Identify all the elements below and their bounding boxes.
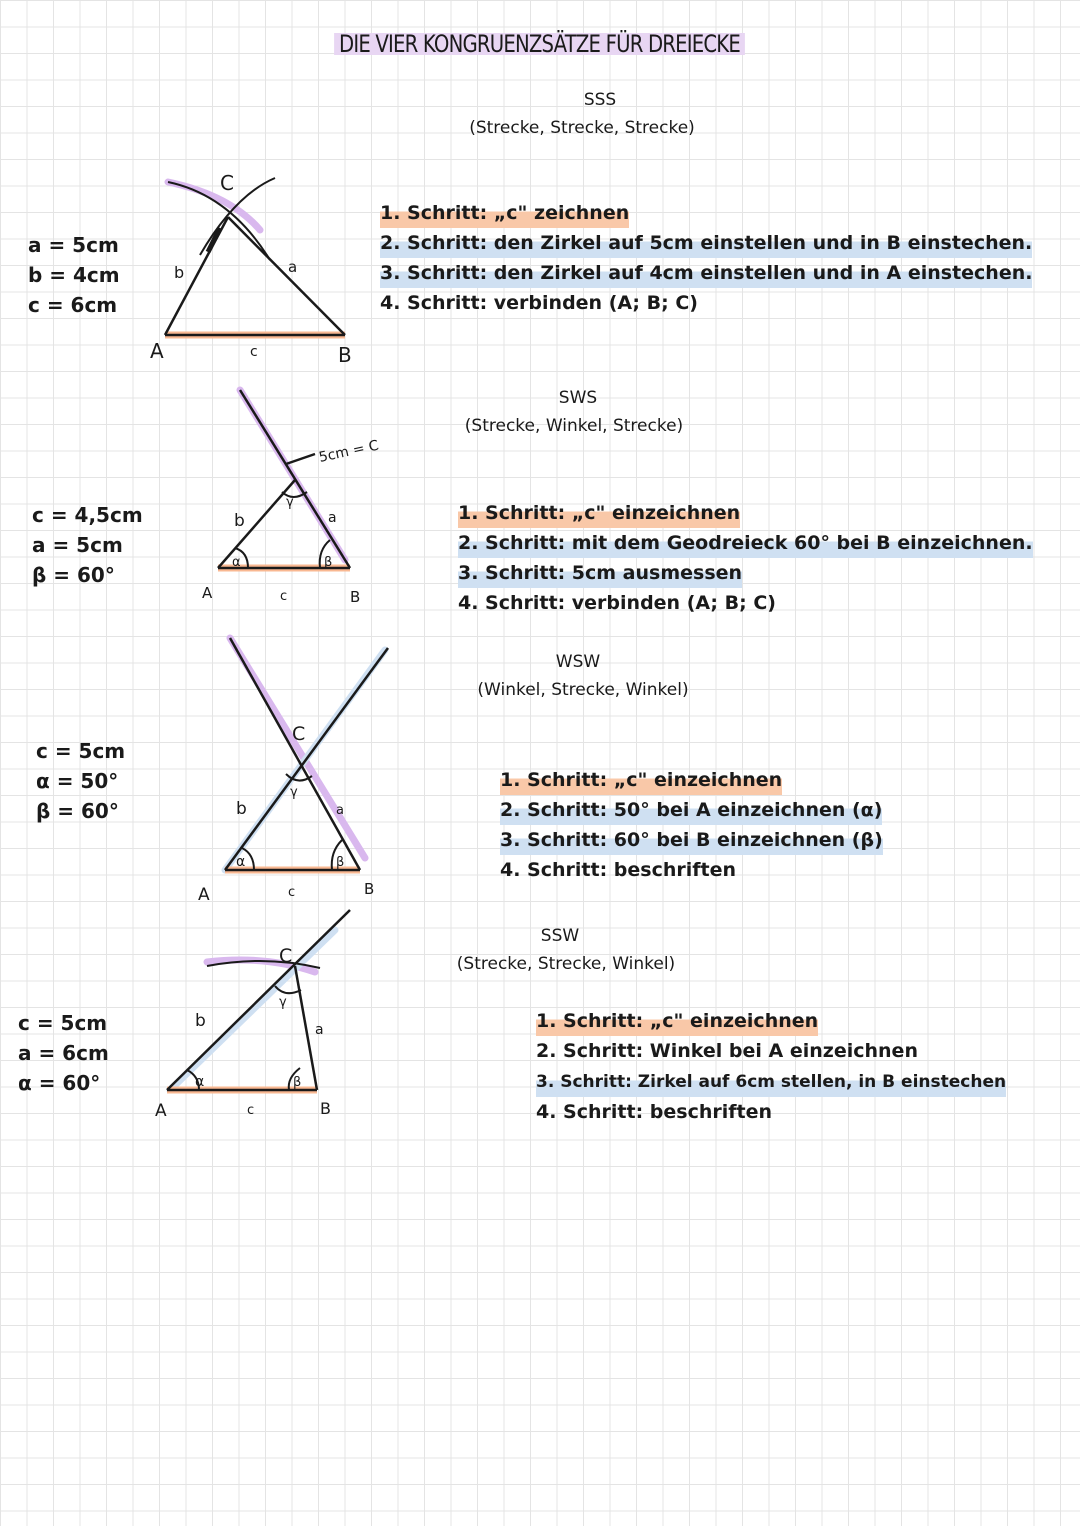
side-label-a: a [288,258,298,276]
section-wsw-subtitle: (Winkel, Strecke, Winkel) [477,680,689,700]
step-1: 1. Schritt: „c" einzeichnen [500,765,782,795]
step-4: 4. Schritt: beschriften [500,859,737,881]
angle-label-beta: β [336,855,345,870]
angle-label-alpha: α [195,1074,205,1090]
side-label-c: c [288,885,296,900]
section-ssw-given [18,1008,109,1098]
vertex-label-a: A [198,885,210,905]
angle-label-gamma: γ [286,495,294,510]
step-4: 4. Schritt: beschriften [536,1101,773,1123]
vertex-label-b: B [350,588,361,606]
section-wsw-figure [190,630,410,910]
given-value: c = 5cm [18,1011,108,1035]
step-1: 1. Schritt: „c" einzeichnen [536,1006,818,1036]
given-value: b = 4cm [28,263,120,287]
vertex-label-c: C [220,171,234,195]
section-sws-subtitle: (Strecke, Winkel, Strecke) [464,416,684,436]
step-2: 2. Schritt: Winkel bei A einzeichnen [536,1040,918,1062]
vertex-label-a: A [155,1101,167,1121]
section-wsw-name: WSW [555,652,601,672]
section-ssw-steps [536,1006,1006,1127]
step-2: 2. Schritt: den Zirkel auf 5cm einstellen und in B einstechen. [380,228,1032,258]
section-ssw-subtitle: (Strecke, Strecke, Winkel) [456,954,676,974]
section-sss-subtitle: (Strecke, Strecke, Strecke) [469,118,695,138]
given-value: β = 60° [32,563,115,587]
section-sws-figure [190,380,410,610]
step-1: 1. Schritt: „c" zeichnen [380,198,629,228]
section-sss-name: SSS [583,90,617,110]
step-2: 2. Schritt: mit dem Geodreieck 60° bei B einzeichnen. [458,528,1033,558]
given-value: c = 5cm [36,739,126,763]
side-label-c: c [250,344,258,360]
step-4: 4. Schritt: verbinden (A; B; C) [458,592,776,614]
angle-label-beta: β [324,555,333,570]
step-1: 1. Schritt: „c" einzeichnen [458,498,740,528]
step-3: 3. Schritt: Zirkel auf 6cm stellen, in B einstechen [536,1067,1006,1097]
section-sss-steps [380,198,1080,318]
section-wsw-given [36,736,125,826]
side-label-a: a [328,510,337,526]
angle-label-alpha: α [236,854,246,870]
step-2: 2. Schritt: 50° bei A einzeichnen (α) [500,795,882,825]
vertex-label-b: B [320,1099,331,1118]
section-sss-figure [140,160,380,370]
side-label-a: a [315,1022,324,1038]
side-label-a: a [336,803,344,818]
given-value: a = 5cm [28,233,119,257]
section-sws-name: SWS [558,388,598,408]
given-value: β = 60° [36,799,119,823]
section-wsw-steps [500,765,1080,885]
angle-label-gamma: γ [290,785,298,800]
side-label-b: b [236,799,247,819]
given-value: α = 60° [18,1071,101,1095]
vertex-label-a: A [202,584,213,602]
given-value: a = 5cm [32,533,123,557]
annotation-5cm: 5cm = C [317,437,381,466]
side-label-b: b [195,1011,206,1031]
section-ssw-figure [145,900,375,1130]
side-label-c: c [280,589,288,604]
step-3: 3. Schritt: 60° bei B einzeichnen (β) [500,825,883,855]
angle-label-gamma: γ [279,995,287,1010]
vertex-label-a: A [150,339,164,363]
vertex-label-b: B [338,343,352,367]
side-label-b: b [234,511,245,531]
given-value: α = 50° [36,769,119,793]
vertex-label-c: C [292,723,306,745]
step-3: 3. Schritt: den Zirkel auf 4cm einstellen und in A einstechen. [380,258,1032,288]
angle-label-beta: β [293,1075,302,1090]
given-value: c = 6cm [28,293,118,317]
section-sss-given [28,230,120,320]
side-label-b: b [174,263,185,282]
section-sws-given [32,500,143,590]
page-title: DIE VIER KONGRUENZSÄTZE FÜR DREIECKE [0,30,1080,58]
step-4: 4. Schritt: verbinden (A; B; C) [380,292,698,314]
step-3: 3. Schritt: 5cm ausmessen [458,558,742,588]
angle-label-alpha: α [232,555,241,570]
section-ssw-name: SSW [540,926,580,946]
vertex-label-b: B [364,880,375,898]
given-value: c = 4,5cm [32,503,143,527]
side-label-c: c [247,1103,255,1118]
vertex-label-c: C [279,945,293,967]
given-value: a = 6cm [18,1041,109,1065]
section-sws-steps [458,498,1080,618]
